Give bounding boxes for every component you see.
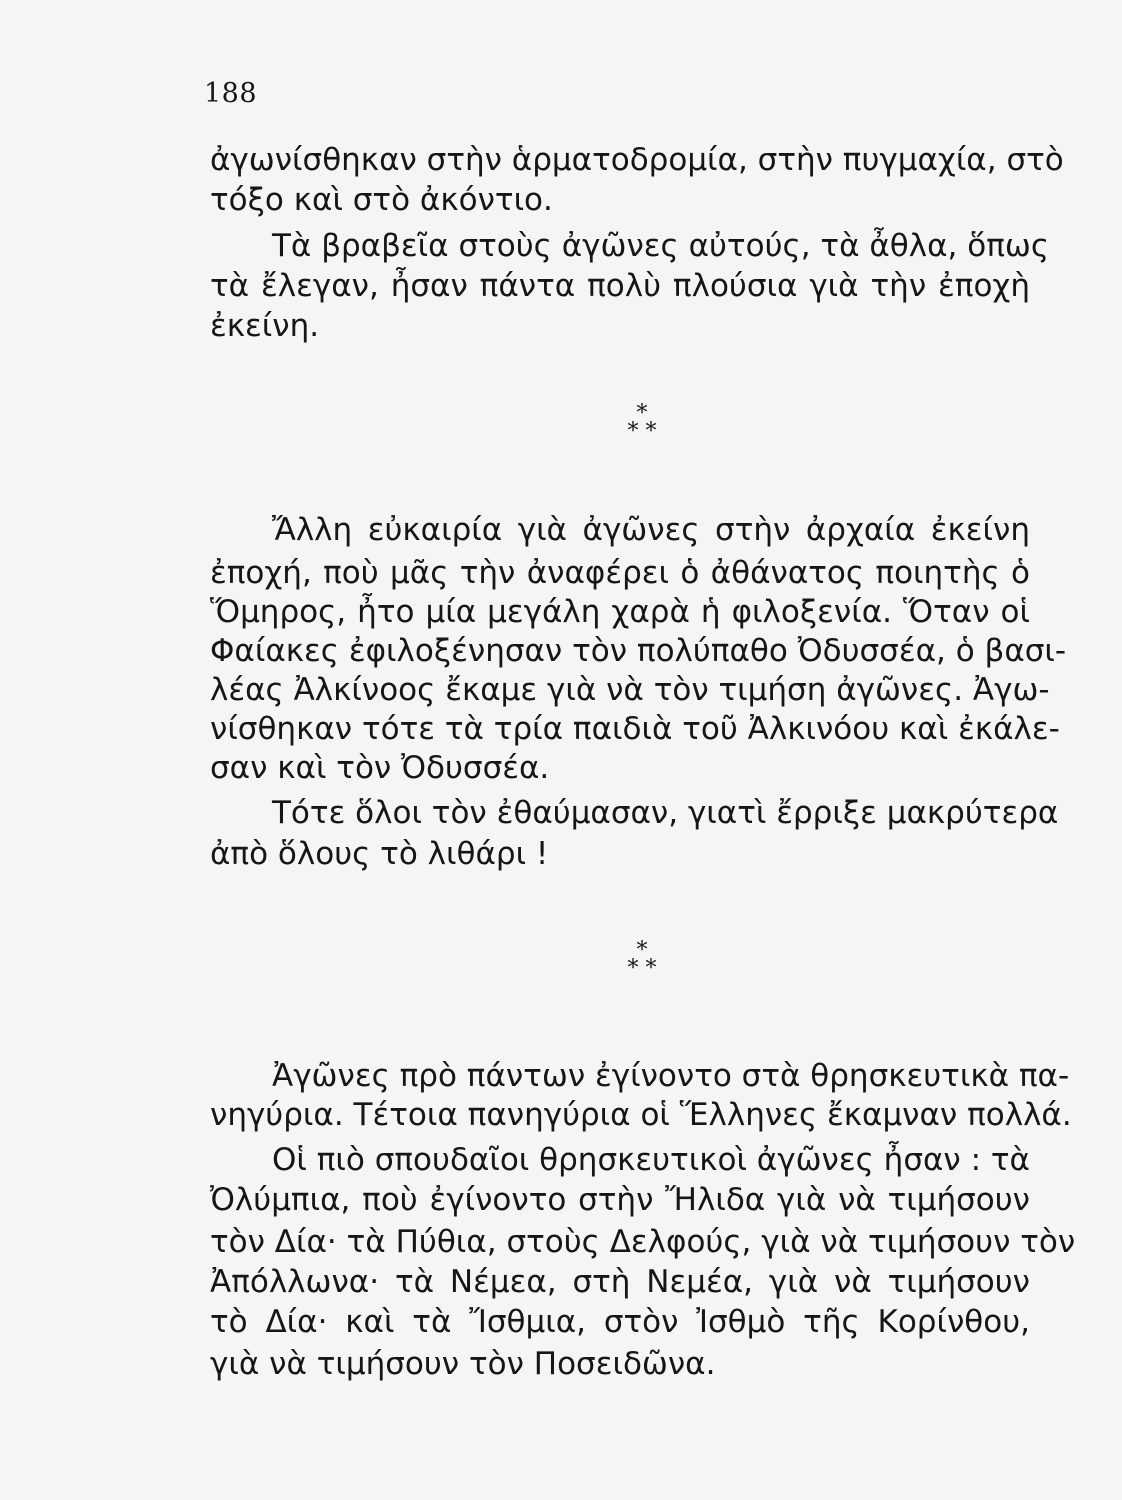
text-line: νίσθηκαν τότε τὰ τρία παιδιὰ τοῦ Ἀλκινόου καὶ ἐκάλε- — [210, 711, 1060, 747]
text-line: τόξο καὶ στὸ ἀκόντιο. — [210, 182, 553, 218]
text-line: Τότε ὅλοι τὸν ἐθαύμασαν, γιατὶ ἔρριξε μακρύτερα — [272, 795, 1059, 831]
text-line: Φαίακες ἐφιλοξένησαν τὸν πολύπαθο Ὀδυσσέα, ὁ βασι- — [210, 633, 1067, 669]
asterism-top: * — [636, 938, 648, 963]
text-line: τὰ ἔλεγαν, ἦσαν πάντα πολὺ πλούσια γιὰ τὴν ἐποχὴ — [210, 268, 1030, 304]
section-divider-asterism — [612, 401, 672, 444]
text-line: τὸν Δία· τὰ Πύθια, στοὺς Δελφούς, γιὰ νὰ τιμήσουν τὸν — [210, 1224, 1076, 1260]
text-line: Ὅμηρος, ἦτο μία μεγάλη χαρὰ ἡ φιλοξενία. Ὅταν οἱ — [210, 594, 1030, 630]
text-line: νηγύρια. Τέτοια πανηγύρια οἱ Ἕλληνες ἔκαμναν πολλά. — [210, 1097, 1072, 1133]
section-divider-asterism — [612, 938, 672, 981]
text-line: γιὰ νὰ τιμήσουν τὸν Ποσειδῶνα. — [210, 1346, 716, 1382]
text-line: ἀγωνίσθηκαν στὴν ἁρματοδρομία, στὴν πυγμαχία, στὸ — [210, 142, 1064, 178]
text-line: Ἄλλη εὐκαιρία γιὰ ἀγῶνες στὴν ἀρχαία ἐκείνη — [272, 512, 1030, 548]
text-line: λέας Ἀλκίνοος ἔκαμε γιὰ νὰ τὸν τιμήση ἀγῶνες. Ἀγω- — [210, 672, 1050, 708]
text-line: Οἱ πιὸ σπουδαῖοι θρησκευτικοὶ ἀγῶνες ἦσαν : τὰ — [272, 1142, 1030, 1178]
text-line: Ἀπόλλωνα· τὰ Νέμεα, στὴ Νεμέα, γιὰ νὰ τιμήσουν — [210, 1264, 1030, 1300]
page-number: 188 — [204, 78, 258, 109]
asterism-bottom: * * — [627, 419, 657, 444]
text-line: Ἀγῶνες πρὸ πάντων ἐγίνοντο στὰ θρησκευτικὰ πα- — [272, 1058, 1070, 1094]
text-line: σαν καὶ τὸν Ὀδυσσέα. — [210, 750, 550, 786]
text-line: ἐκείνη. — [210, 308, 320, 344]
text-line: τὸ Δία· καὶ τὰ Ἴσθμια, στὸν Ἰσθμὸ τῆς Κορίνθου, — [210, 1304, 1030, 1340]
asterism-bottom: * * — [627, 956, 657, 981]
text-line: ἀπὸ ὅλους τὸ λιθάρι ! — [210, 836, 549, 872]
asterism-top: * — [636, 401, 648, 426]
text-line: ἐποχή, ποὺ μᾶς τὴν ἀναφέρει ὁ ἀθάνατος ποιητὴς ὁ — [210, 555, 1030, 591]
text-line: Τὰ βραβεῖα στοὺς ἀγῶνες αὐτούς, τὰ ἆθλα, ὅπως — [272, 228, 1050, 264]
text-line: Ὀλύμπια, ποὺ ἐγίνοντο στὴν Ἤλιδα γιὰ νὰ τιμήσουν — [210, 1182, 1030, 1218]
